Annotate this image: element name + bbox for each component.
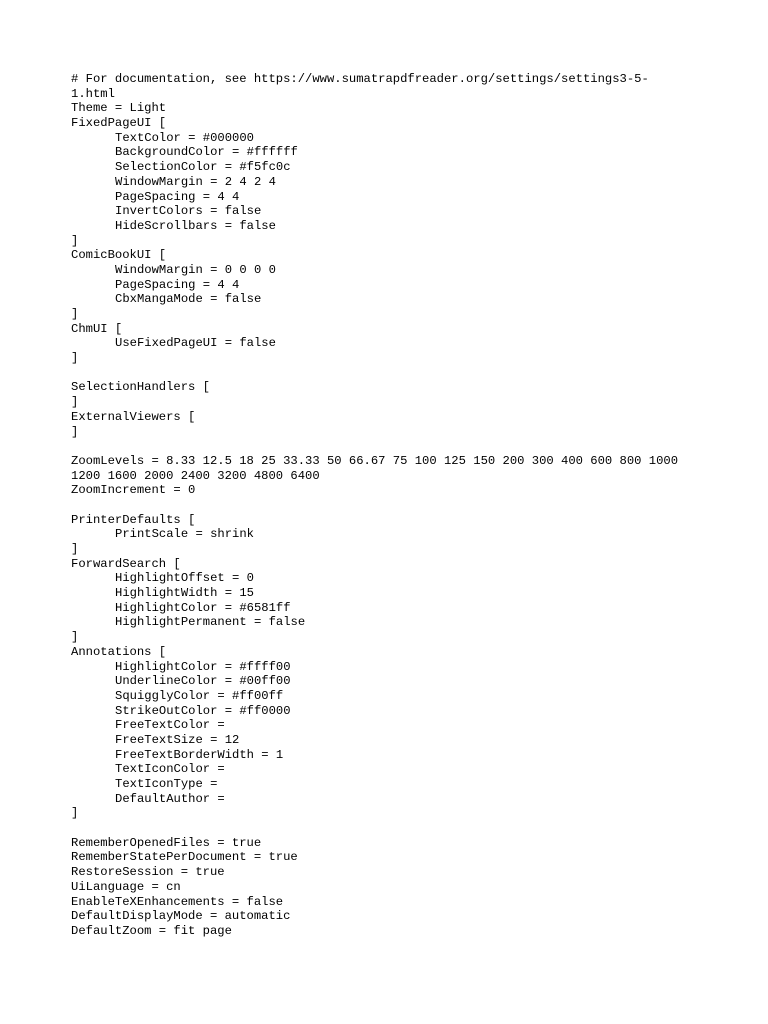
text-line: ] (71, 307, 79, 321)
text-line: HideScrollbars = false (115, 218, 276, 233)
text-line: FixedPageUI [ (71, 116, 167, 131)
text-line: ] (71, 351, 79, 366)
text-line: Annotations [ (71, 644, 167, 659)
text-line: PrinterDefaults [ (71, 512, 196, 527)
text-line: ExternalViewers [ (71, 409, 196, 424)
text-line: DefaultAuthor = (115, 791, 225, 806)
text-line: Theme = Light (71, 101, 167, 116)
text-line: ZoomLevels = 8.33 12.5 18 25 33.33 50 66.67 75 100 125 150 200 300 400 600 800 1000 (71, 453, 679, 468)
text-line: PrintScale = shrink (115, 527, 254, 542)
text-line: SelectionHandlers [ (71, 380, 210, 395)
blank-line (71, 439, 711, 454)
text-line: TextIconColor = (115, 762, 225, 777)
text-line: 1200 1600 2000 2400 3200 4800 6400 (71, 468, 320, 483)
text-line: ] (71, 395, 79, 410)
text-line: StrikeOutColor = #ff0000 (115, 703, 291, 718)
text-line: SelectionColor = #f5fc0c (115, 160, 291, 175)
text-line: HighlightPermanent = false (115, 615, 306, 630)
text-line: ZoomIncrement = 0 (71, 483, 196, 498)
text-line: UiLanguage = cn (71, 879, 181, 894)
text-line: 1.html (71, 86, 115, 101)
text-line: ForwardSearch [ (71, 556, 181, 571)
text-line: TextColor = #000000 (115, 130, 254, 145)
text-line: ] (71, 424, 79, 439)
text-line: RememberOpenedFiles = true (71, 835, 262, 850)
text-line: ] (71, 806, 79, 821)
text-line: PageSpacing = 4 4 (115, 277, 240, 292)
text-line: # For documentation, see https://www.sumatrapdfreader.org/settings/settings3-5- (71, 72, 649, 86)
text-line: HighlightColor = #ffff00 (115, 659, 291, 674)
blank-line (71, 366, 711, 381)
blank-line (71, 498, 711, 513)
text-line: TextIconType = (115, 777, 218, 791)
text-line: ChmUI [ (71, 321, 123, 336)
blank-line (71, 821, 711, 836)
text-line: InvertColors = false (115, 204, 262, 219)
text-line: DefaultZoom = fit page (71, 923, 232, 938)
settings-document (71, 72, 711, 939)
text-line: EnableTeXEnhancements = false (71, 894, 284, 909)
text-line: WindowMargin = 2 4 2 4 (115, 174, 276, 189)
text-line: UseFixedPageUI = false (115, 336, 276, 351)
text-line: DefaultDisplayMode = automatic (71, 909, 291, 924)
text-line: WindowMargin = 0 0 0 0 (115, 262, 276, 277)
text-line: ComicBookUI [ (71, 248, 167, 263)
text-line: HighlightOffset = 0 (115, 571, 254, 586)
text-line: CbxMangaMode = false (115, 292, 262, 307)
text-line: FreeTextBorderWidth = 1 (115, 747, 284, 762)
text-line: RememberStatePerDocument = true (71, 850, 298, 865)
text-line: SquigglyColor = #ff00ff (115, 688, 284, 703)
text-line: HighlightWidth = 15 (115, 586, 254, 601)
text-line: ] (71, 233, 79, 248)
text-line: UnderlineColor = #00ff00 (115, 674, 291, 689)
text-line: ] (71, 542, 79, 556)
text-line: ] (71, 630, 79, 645)
text-line: RestoreSession = true (71, 865, 225, 880)
text-line: PageSpacing = 4 4 (115, 189, 240, 204)
text-line: HighlightColor = #6581ff (115, 600, 291, 615)
text-line: FreeTextColor = (115, 718, 225, 733)
text-line: FreeTextSize = 12 (115, 732, 240, 747)
text-line: BackgroundColor = #ffffff (115, 145, 298, 160)
